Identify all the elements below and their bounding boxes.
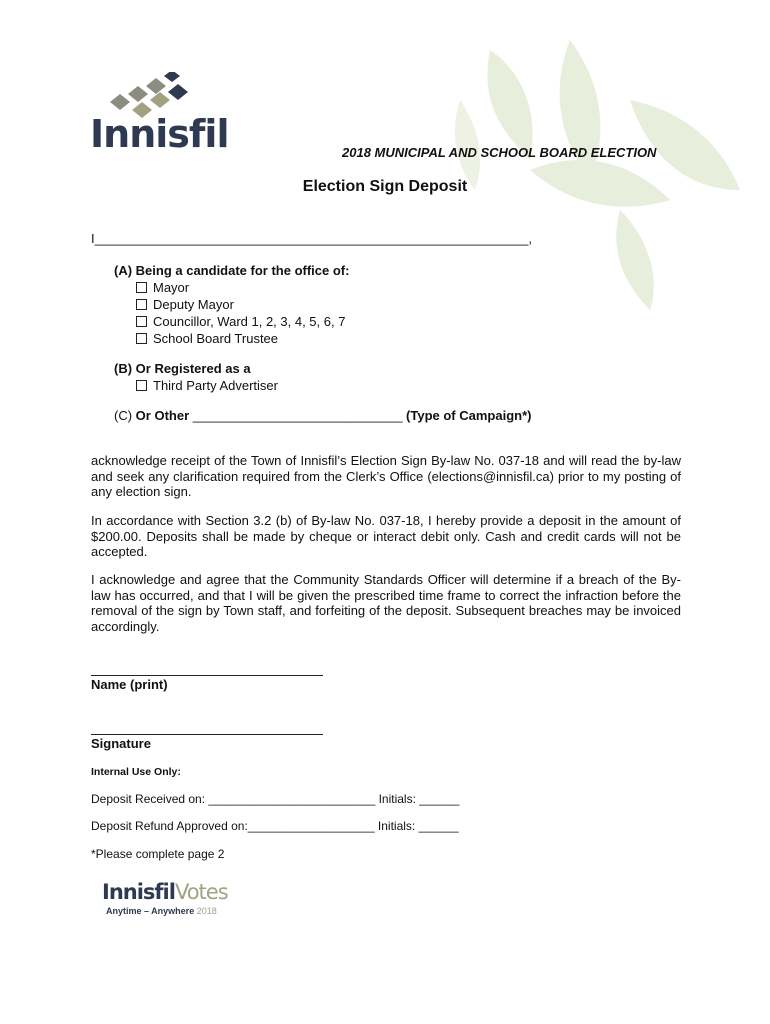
option-third-party-advertiser[interactable] xyxy=(114,377,278,394)
section-b xyxy=(114,360,278,394)
section-c-or-other: Or Other xyxy=(135,408,190,423)
option-label: Mayor xyxy=(153,280,190,295)
innisfil-logo xyxy=(90,72,235,162)
section-a xyxy=(114,262,349,347)
page-title: Election Sign Deposit xyxy=(302,178,468,195)
section-c xyxy=(114,407,531,424)
option-label: School Board Trustee xyxy=(153,331,279,346)
acknowledgement-paragraph: acknowledge receipt of the Town of Innisfil’s Election Sign By-law No. 037-18 and will read the by-law and seek any clarification required from the Clerk’s Office (elections@innisfil.ca) prior to my posting of any election sign. xyxy=(91,453,681,499)
section-c-blank[interactable]: _____________________________ xyxy=(189,408,407,423)
option-label: Third Party Advertiser xyxy=(153,378,278,393)
election-heading: 2018 MUNICIPAL AND SCHOOL BOARD ELECTION xyxy=(342,145,657,160)
name-print-label: Name (print) xyxy=(91,677,168,692)
breach-paragraph: I acknowledge and agree that the Community Standards Officer will determine if a breach of the By-law has occurred, and that I will be given the prescribed time frame to correct the infraction before the removal of the sign by Town staff, and forfeiting of the deposit. Subsequent breaches may be invoiced accordingly. xyxy=(91,572,681,634)
option-deputy-mayor[interactable] xyxy=(114,296,349,313)
option-school-board-trustee[interactable] xyxy=(114,330,349,347)
votes-year: 2018 xyxy=(196,906,217,916)
name-declaration-line: I____________________________________________________________, xyxy=(91,231,533,246)
option-mayor[interactable] xyxy=(114,279,349,296)
section-c-prefix: (C) xyxy=(114,408,136,423)
option-label: Deputy Mayor xyxy=(153,297,234,312)
name-print-line[interactable] xyxy=(91,675,323,676)
signature-line[interactable] xyxy=(91,734,323,735)
checkbox-icon[interactable] xyxy=(136,282,147,293)
votes-wordmark xyxy=(102,880,228,904)
signature-label: Signature xyxy=(91,736,151,751)
deposit-refund-row: Deposit Refund Approved on:___________________ Initials: ______ xyxy=(91,819,459,833)
decorative-leaves xyxy=(380,40,770,310)
section-c-suffix: (Type of Campaign*) xyxy=(406,408,532,423)
internal-use-heading: Internal Use Only: xyxy=(91,766,181,778)
votes-brand: Innisfil xyxy=(102,880,175,904)
checkbox-icon[interactable] xyxy=(136,316,147,327)
logo-wordmark: Innisfil xyxy=(90,112,229,156)
votes-word: Votes xyxy=(174,880,228,904)
checkbox-icon[interactable] xyxy=(136,299,147,310)
deposit-paragraph: In accordance with Section 3.2 (b) of By-law No. 037-18, I hereby provide a deposit in the amount of $200.00. Deposits shall be made by cheque or interact debit only. Cash and credit cards will not be accepted. xyxy=(91,513,681,559)
innisfil-votes-logo xyxy=(100,880,240,925)
footnote: *Please complete page 2 xyxy=(91,847,225,861)
option-label: Councillor, Ward 1, 2, 3, 4, 5, 6, 7 xyxy=(153,314,346,329)
checkbox-icon[interactable] xyxy=(136,333,147,344)
option-councillor[interactable] xyxy=(114,313,349,330)
deposit-received-row: Deposit Received on: _________________________ Initials: ______ xyxy=(91,792,460,806)
checkbox-icon[interactable] xyxy=(136,380,147,391)
section-a-heading: (A) Being a candidate for the office of: xyxy=(114,263,350,278)
votes-tagline-text: Anytime – Anywhere xyxy=(106,906,195,916)
votes-tagline xyxy=(106,906,217,916)
section-b-heading: (B) Or Registered as a xyxy=(114,361,251,376)
